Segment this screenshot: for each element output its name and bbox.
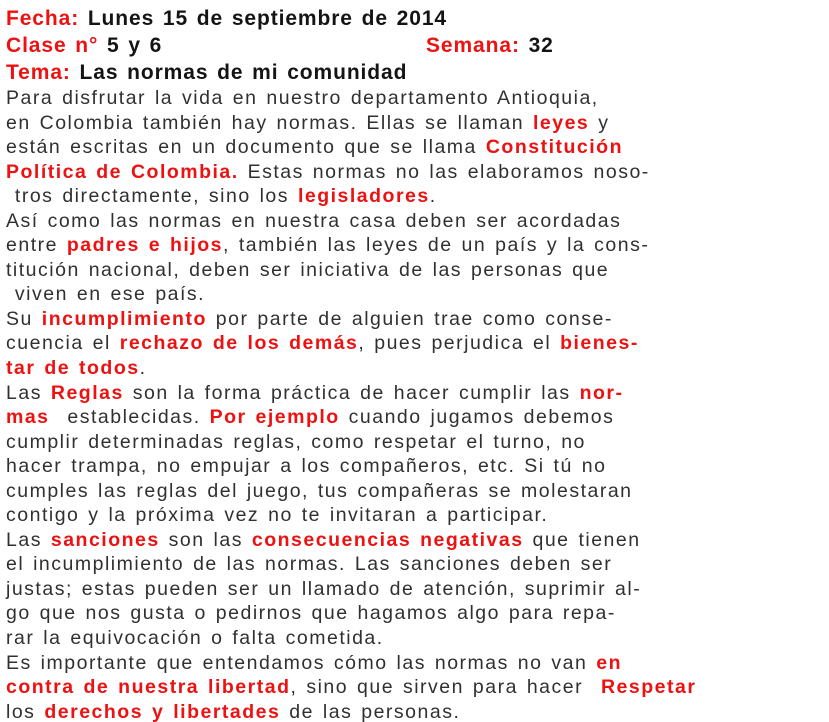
text-segment: contra de nuestra libertad <box>6 676 291 699</box>
text-segment: Fecha: <box>6 7 80 30</box>
text-segment: Por ejemplo <box>209 406 340 429</box>
text-segment: tar de todos <box>6 357 140 380</box>
text-run <box>6 283 205 305</box>
text-line <box>6 59 829 86</box>
text-line <box>6 5 829 32</box>
text-segment: Las <box>6 381 51 404</box>
text-segment: 5 y 6 <box>98 34 163 57</box>
text-line <box>6 675 829 700</box>
text-line <box>6 86 829 111</box>
text-segment: tros directamente, sino los <box>6 185 298 208</box>
text-line <box>6 528 829 553</box>
text-line <box>6 111 829 136</box>
text-run <box>6 332 639 354</box>
text-segment: Tema: <box>6 61 71 84</box>
text-line <box>6 331 829 356</box>
text-run <box>6 382 623 404</box>
text-line <box>6 405 829 430</box>
text-line <box>6 282 829 307</box>
text-run <box>6 455 606 477</box>
text-run <box>6 210 621 232</box>
text-line <box>6 552 829 577</box>
text-line <box>6 601 829 626</box>
text-segment: rechazo de los demás <box>119 332 359 355</box>
text-segment: que tienen <box>523 528 641 551</box>
text-segment: rar la equivocación o falta cometida. <box>6 627 384 650</box>
text-line <box>6 454 829 479</box>
text-segment: y <box>589 111 610 134</box>
text-segment: legisladores <box>297 185 430 208</box>
text-segment: Así como las normas en nuestra casa deben ser acordadas <box>6 209 622 232</box>
text-run <box>6 701 460 722</box>
text-run <box>6 357 147 379</box>
text-segment: el incumplimiento de las normas. Las sanciones deben ser <box>6 553 613 576</box>
text-segment: en Colombia también hay normas. Ellas se llaman <box>6 111 533 134</box>
text-run <box>6 480 633 502</box>
text-run <box>6 578 641 600</box>
text-segment: son la forma práctica de hacer cumplir las <box>123 381 580 404</box>
text-run <box>6 676 696 698</box>
text-segment: cumples las reglas del juego, tus compañeras se molestaran <box>6 479 633 502</box>
text-segment: . <box>429 185 437 208</box>
text-segment: nor- <box>579 381 624 404</box>
text-run <box>6 504 548 526</box>
text-segment: Las normas de mi comunidad <box>70 61 408 84</box>
text-run <box>6 627 384 649</box>
text-segment: , pues perjudica el <box>358 332 561 355</box>
text-segment: bienes- <box>560 332 639 355</box>
text-line <box>6 430 829 455</box>
text-segment: establecidas. <box>49 406 210 429</box>
text-line <box>6 651 829 676</box>
text-segment: , sino que sirven para hacer <box>290 676 601 699</box>
text-segment: 32 <box>519 34 554 57</box>
text-line <box>6 381 829 406</box>
text-segment: Estas normas no las elaboramos noso- <box>238 160 650 183</box>
text-segment: titución nacional, deben ser iniciativa de las personas que <box>6 258 610 281</box>
text-segment: contigo y la próxima vez no te invitaran a participar. <box>6 504 549 527</box>
text-line <box>6 356 829 381</box>
text-segment: Para disfrutar la vida en nuestro departamento Antioquia, <box>6 87 599 109</box>
text-segment: mas <box>6 406 50 429</box>
text-segment: consecuencias negativas <box>251 528 524 551</box>
text-line <box>6 135 829 160</box>
text-segment: Semana: <box>426 34 520 57</box>
text-run <box>6 7 447 30</box>
text-segment: Clase n° <box>6 34 99 57</box>
text-run <box>6 431 586 453</box>
text-segment: incumplimiento <box>41 307 207 330</box>
text-segment: go que nos gusta o pedirnos que hagamos algo para repa- <box>6 602 616 625</box>
text-run <box>6 234 649 256</box>
text-run <box>6 136 623 158</box>
text-segment: los <box>6 700 45 722</box>
text-segment: leyes <box>532 111 590 134</box>
text-line <box>6 160 829 185</box>
text-line <box>6 307 829 332</box>
text-run <box>6 529 641 551</box>
text-segment: Lunes 15 de septiembre de 2014 <box>79 7 447 30</box>
text-segment: viven en ese país. <box>6 283 206 306</box>
text-run <box>6 259 609 281</box>
text-segment: de las personas. <box>280 700 461 722</box>
text-segment: derechos y libertades <box>44 700 281 722</box>
text-line <box>6 209 829 234</box>
text-segment: están escritas en un documento que se llama <box>6 136 486 159</box>
text-line <box>6 258 829 283</box>
text-segment: justas; estas pueden ser un llamado de atención, suprimir al- <box>6 577 642 600</box>
text-run <box>6 652 622 674</box>
text-segment: Política de Colombia. <box>6 160 239 183</box>
text-run <box>6 185 437 207</box>
text-segment: padres e hijos <box>66 234 224 257</box>
text-run <box>6 308 613 330</box>
text-segment: hacer trampa, no empujar a los compañeros, etc. Si tú no <box>6 455 607 478</box>
text-segment: cuando jugamos debemos <box>339 406 615 429</box>
text-line <box>6 32 829 59</box>
text-run <box>6 87 599 109</box>
text-segment: , también las leyes de un país y la cons- <box>223 234 650 257</box>
text-segment: Las <box>6 528 51 551</box>
text-segment: en <box>596 651 623 674</box>
text-run <box>6 112 609 134</box>
text-segment: cuencia el <box>6 332 120 355</box>
text-line <box>6 700 829 722</box>
text-segment: Su <box>6 307 42 330</box>
text-line <box>6 626 829 651</box>
text-run <box>6 406 614 428</box>
text-run <box>426 32 554 59</box>
text-segment: sanciones <box>50 528 160 551</box>
text-run <box>6 34 162 57</box>
text-line <box>6 233 829 258</box>
text-segment: Respetar <box>600 676 697 699</box>
text-segment: . <box>139 357 147 380</box>
text-line <box>6 577 829 602</box>
text-run <box>6 61 407 84</box>
text-line <box>6 503 829 528</box>
text-segment: por parte de alguien trae como conse- <box>206 307 613 330</box>
text-segment: Reglas <box>50 381 124 404</box>
text-segment: cumplir determinadas reglas, como respetar el turno, no <box>6 430 586 453</box>
text-segment: son las <box>159 528 252 551</box>
text-run <box>6 553 612 575</box>
text-lines <box>6 5 829 722</box>
text-line <box>6 479 829 504</box>
text-segment: Constitución <box>485 136 623 159</box>
text-line <box>6 184 829 209</box>
text-segment: Es importante que entendamos cómo las normas no van <box>6 651 597 674</box>
text-run <box>6 161 650 183</box>
text-segment: entre <box>6 234 67 257</box>
text-run <box>6 602 616 624</box>
